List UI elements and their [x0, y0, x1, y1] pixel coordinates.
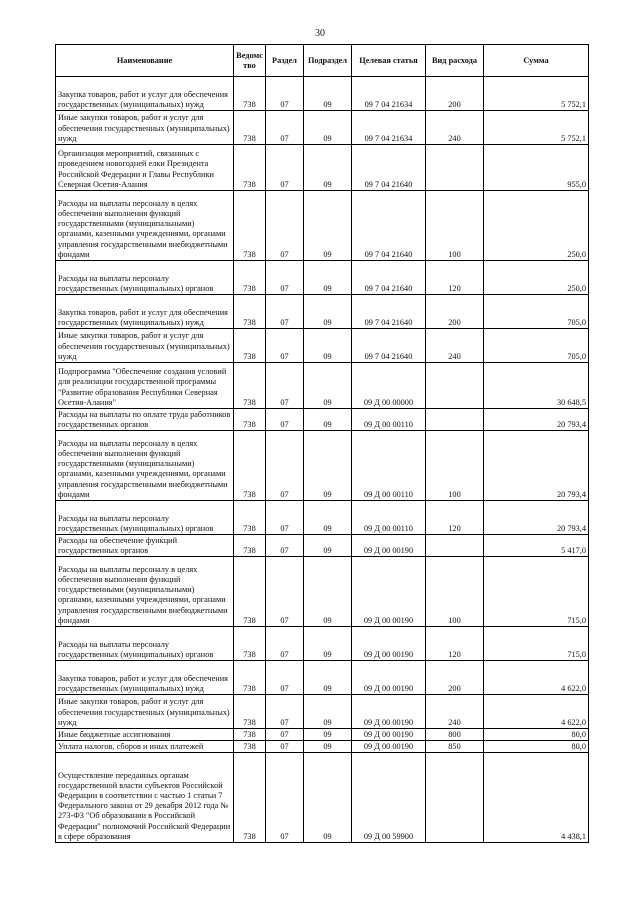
table-header-row	[56, 45, 589, 77]
row-section-cell: 07	[266, 741, 304, 753]
header-expense-type: Вид расхода	[426, 45, 484, 77]
row-type-cell: 120	[426, 501, 484, 535]
budget-table	[55, 44, 589, 843]
row-subsection-cell: 09	[304, 363, 352, 409]
row-sum-cell: 705,0	[484, 329, 589, 363]
row-dept-cell: 738	[234, 535, 266, 557]
row-subsection-cell: 09	[304, 627, 352, 661]
row-dept-cell: 738	[234, 191, 266, 261]
table-row	[56, 145, 589, 191]
row-dept-cell: 738	[234, 295, 266, 329]
row-name-cell: Расходы на выплаты персоналу в целях обеспечения выполнения функций государственными (муниципальными) органами, казенными учреждениями, органами управления государственными внебюджетными фондами	[56, 191, 234, 261]
row-type-cell	[426, 145, 484, 191]
row-subsection-cell: 09	[304, 557, 352, 627]
page-number: 30	[315, 28, 325, 39]
table-row	[56, 363, 589, 409]
row-type-cell: 240	[426, 695, 484, 729]
row-name-cell: Организация мероприятий, связанных с проведением новогодней елки Президента Российской Федерации и Главы Республики Северная Осетия-Алания	[56, 145, 234, 191]
row-type-cell: 100	[426, 557, 484, 627]
header-sum: Сумма	[484, 45, 589, 77]
row-target-cell: 09 7 04 21634	[352, 77, 426, 111]
row-sum-cell: 4 622,0	[484, 695, 589, 729]
row-dept-cell: 738	[234, 753, 266, 843]
row-section-cell: 07	[266, 753, 304, 843]
row-name-cell: Иные закупки товаров, работ и услуг для обеспечения государственных (муниципальных) нужд	[56, 695, 234, 729]
row-subsection-cell: 09	[304, 111, 352, 145]
row-dept-cell: 738	[234, 145, 266, 191]
row-dept-cell: 738	[234, 261, 266, 295]
row-sum-cell: 30 648,5	[484, 363, 589, 409]
table-row	[56, 409, 589, 431]
row-name-cell: Расходы на выплаты по оплате труда работников государственных органов	[56, 409, 234, 431]
row-target-cell: 09 Д 00 59900	[352, 753, 426, 843]
row-section-cell: 07	[266, 111, 304, 145]
row-sum-cell: 705,0	[484, 295, 589, 329]
row-name-cell: Иные закупки товаров, работ и услуг для обеспечения государственных (муниципальных) нужд	[56, 329, 234, 363]
header-section: Раздел	[266, 45, 304, 77]
row-subsection-cell: 09	[304, 695, 352, 729]
row-sum-cell: 4 622,0	[484, 661, 589, 695]
row-section-cell: 07	[266, 409, 304, 431]
row-target-cell: 09 7 04 21640	[352, 295, 426, 329]
row-sum-cell: 955,0	[484, 145, 589, 191]
table-row	[56, 661, 589, 695]
row-subsection-cell: 09	[304, 729, 352, 741]
row-section-cell: 07	[266, 557, 304, 627]
header-dept: Ведомс тво	[234, 45, 266, 77]
row-subsection-cell: 09	[304, 661, 352, 695]
row-sum-cell: 80,0	[484, 729, 589, 741]
row-name-cell: Расходы на выплаты персоналу государственных (муниципальных) органов	[56, 261, 234, 295]
row-dept-cell: 738	[234, 111, 266, 145]
row-name-cell: Расходы на обеспечение функций государственных органов	[56, 535, 234, 557]
table-row	[56, 753, 589, 843]
table-row	[56, 557, 589, 627]
row-dept-cell: 738	[234, 695, 266, 729]
row-section-cell: 07	[266, 191, 304, 261]
row-section-cell: 07	[266, 295, 304, 329]
row-section-cell: 07	[266, 695, 304, 729]
row-section-cell: 07	[266, 535, 304, 557]
row-sum-cell: 20 793,4	[484, 409, 589, 431]
table-row	[56, 431, 589, 501]
row-section-cell: 07	[266, 363, 304, 409]
row-target-cell: 09 Д 00 00110	[352, 409, 426, 431]
row-subsection-cell: 09	[304, 753, 352, 843]
row-name-cell: Расходы на выплаты персоналу в целях обеспечения выполнения функций государственными (муниципальными) органами, казенными учреждениями, органами управления государственными внебюджетными фондами	[56, 557, 234, 627]
row-target-cell: 09 Д 00 00110	[352, 431, 426, 501]
row-target-cell: 09 7 04 21640	[352, 145, 426, 191]
row-type-cell: 200	[426, 77, 484, 111]
table-row	[56, 261, 589, 295]
row-name-cell: Подпрограмма "Обеспечение создания условий для реализации государственной программы "Развитие образования Республики Северная Осетия-Алания"	[56, 363, 234, 409]
table-row	[56, 295, 589, 329]
row-sum-cell: 20 793,4	[484, 501, 589, 535]
row-type-cell: 200	[426, 661, 484, 695]
table-row	[56, 191, 589, 261]
row-target-cell: 09 7 04 21640	[352, 191, 426, 261]
row-target-cell: 09 7 04 21634	[352, 111, 426, 145]
row-name-cell: Иные бюджетные ассигнования	[56, 729, 234, 741]
row-subsection-cell: 09	[304, 295, 352, 329]
row-dept-cell: 738	[234, 329, 266, 363]
row-type-cell: 120	[426, 261, 484, 295]
row-type-cell: 100	[426, 431, 484, 501]
row-dept-cell: 738	[234, 557, 266, 627]
row-type-cell	[426, 535, 484, 557]
row-sum-cell: 20 793,4	[484, 431, 589, 501]
row-name-cell: Закупка товаров, работ и услуг для обеспечения государственных (муниципальных) нужд	[56, 295, 234, 329]
row-subsection-cell: 09	[304, 329, 352, 363]
row-type-cell: 850	[426, 741, 484, 753]
row-name-cell: Иные закупки товаров, работ и услуг для обеспечения государственных (муниципальных) нужд	[56, 111, 234, 145]
row-type-cell: 240	[426, 111, 484, 145]
row-subsection-cell: 09	[304, 191, 352, 261]
row-target-cell: 09 Д 00 00190	[352, 627, 426, 661]
row-target-cell: 09 Д 00 00190	[352, 729, 426, 741]
row-target-cell: 09 Д 00 00000	[352, 363, 426, 409]
row-target-cell: 09 Д 00 00190	[352, 535, 426, 557]
table-row	[56, 329, 589, 363]
row-target-cell: 09 7 04 21640	[352, 261, 426, 295]
row-section-cell: 07	[266, 261, 304, 295]
table-row	[56, 741, 589, 753]
table-row	[56, 535, 589, 557]
row-section-cell: 07	[266, 627, 304, 661]
row-subsection-cell: 09	[304, 145, 352, 191]
row-sum-cell: 250,0	[484, 261, 589, 295]
header-target: Целевая статья	[352, 45, 426, 77]
row-dept-cell: 738	[234, 741, 266, 753]
row-dept-cell: 738	[234, 729, 266, 741]
row-section-cell: 07	[266, 77, 304, 111]
table-row	[56, 627, 589, 661]
row-subsection-cell: 09	[304, 535, 352, 557]
header-name: Наименование	[56, 45, 234, 77]
row-sum-cell: 5 417,0	[484, 535, 589, 557]
row-name-cell: Закупка товаров, работ и услуг для обеспечения государственных (муниципальных) нужд	[56, 77, 234, 111]
table-row	[56, 729, 589, 741]
row-dept-cell: 738	[234, 661, 266, 695]
row-target-cell: 09 7 04 21640	[352, 329, 426, 363]
row-subsection-cell: 09	[304, 741, 352, 753]
row-subsection-cell: 09	[304, 77, 352, 111]
row-name-cell: Закупка товаров, работ и услуг для обеспечения государственных (муниципальных) нужд	[56, 661, 234, 695]
row-section-cell: 07	[266, 661, 304, 695]
row-type-cell: 200	[426, 295, 484, 329]
row-section-cell: 07	[266, 329, 304, 363]
row-section-cell: 07	[266, 729, 304, 741]
row-subsection-cell: 09	[304, 409, 352, 431]
table-row	[56, 111, 589, 145]
row-type-cell: 120	[426, 627, 484, 661]
row-section-cell: 07	[266, 501, 304, 535]
row-sum-cell: 5 752,1	[484, 77, 589, 111]
row-target-cell: 09 Д 00 00110	[352, 501, 426, 535]
row-dept-cell: 738	[234, 363, 266, 409]
row-type-cell	[426, 363, 484, 409]
table-row	[56, 77, 589, 111]
row-sum-cell: 4 438,1	[484, 753, 589, 843]
row-dept-cell: 738	[234, 77, 266, 111]
row-dept-cell: 738	[234, 627, 266, 661]
table-row	[56, 501, 589, 535]
row-dept-cell: 738	[234, 501, 266, 535]
header-subsection: Подраздел	[304, 45, 352, 77]
row-subsection-cell: 09	[304, 431, 352, 501]
row-target-cell: 09 Д 00 00190	[352, 557, 426, 627]
row-sum-cell: 250,0	[484, 191, 589, 261]
row-target-cell: 09 Д 00 00190	[352, 661, 426, 695]
row-target-cell: 09 Д 00 00190	[352, 695, 426, 729]
row-sum-cell: 80,0	[484, 741, 589, 753]
row-sum-cell: 5 752,1	[484, 111, 589, 145]
row-type-cell: 800	[426, 729, 484, 741]
table-row	[56, 695, 589, 729]
row-dept-cell: 738	[234, 409, 266, 431]
row-dept-cell: 738	[234, 431, 266, 501]
row-section-cell: 07	[266, 145, 304, 191]
row-section-cell: 07	[266, 431, 304, 501]
row-name-cell: Расходы на выплаты персоналу государственных (муниципальных) органов	[56, 501, 234, 535]
row-name-cell: Уплата налогов, сборов и иных платежей	[56, 741, 234, 753]
row-name-cell: Расходы на выплаты персоналу государственных (муниципальных) органов	[56, 627, 234, 661]
row-name-cell: Расходы на выплаты персоналу в целях обеспечения выполнения функций государственными (муниципальными) органами, казенными учреждениями, органами управления государственными внебюджетными фондами	[56, 431, 234, 501]
row-sum-cell: 715,0	[484, 557, 589, 627]
row-subsection-cell: 09	[304, 261, 352, 295]
row-subsection-cell: 09	[304, 501, 352, 535]
row-type-cell: 240	[426, 329, 484, 363]
row-type-cell: 100	[426, 191, 484, 261]
row-type-cell	[426, 753, 484, 843]
row-target-cell: 09 Д 00 00190	[352, 741, 426, 753]
row-name-cell: Осуществление переданных органам государственной власти субъектов Российской Федерации в соответствии с частью 1 статьи 7 Федерального закона от 29 декабря 2012 года № 273-ФЗ "Об образовании в Российской Федерации" полномочий Российской Федерации в сфере образования	[56, 753, 234, 843]
row-type-cell	[426, 409, 484, 431]
row-sum-cell: 715,0	[484, 627, 589, 661]
